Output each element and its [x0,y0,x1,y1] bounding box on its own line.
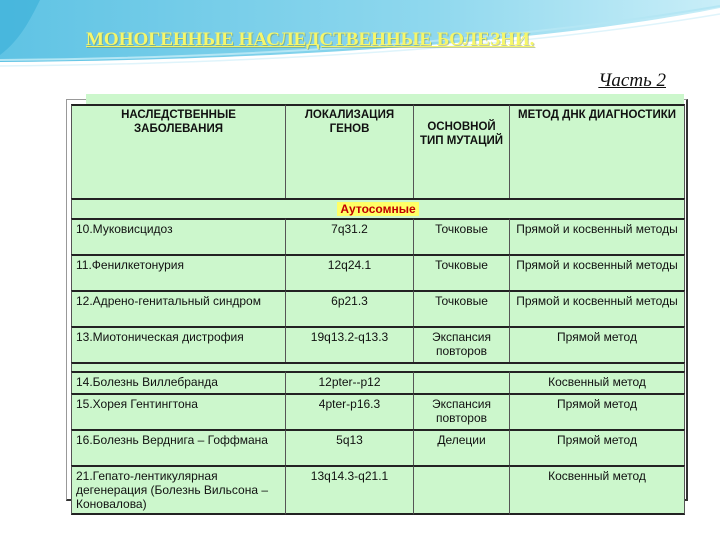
disease-name: 14.Болезнь Виллебранда [71,371,285,393]
header-diseases: НАСЛЕДСТВЕННЫЕ ЗАБОЛЕВАНИЯ [71,104,285,198]
gene-locus: 6p21.3 [285,290,413,326]
section-label: Аутосомные [337,202,418,216]
gene-locus: 19q13.2-q13.3 [285,326,413,362]
slide-title: МОНОГЕННЫЕ НАСЛЕДСТВЕННЫЕ БОЛЕЗНИ. [86,29,535,50]
table-row [71,429,685,465]
diagnostic-method: Прямой метод [509,393,685,429]
table-row [71,290,685,326]
header-gene-localization: ЛОКАЛИЗАЦИЯ ГЕНОВ [285,104,413,198]
disease-name: 13.Миотоническая дистрофия [71,326,285,362]
gene-locus: 12pter--p12 [285,371,413,393]
disease-name: 11.Фенилкетонурия [71,254,285,290]
table-row [71,465,685,515]
mutation-type: Точковые [413,254,509,290]
disease-name: 16.Болезнь Верднига – Гоффмана [71,429,285,465]
part-label: Часть 2 [598,70,666,91]
disease-name: 12.Адрено-генитальный синдром [71,290,285,326]
diagnostic-method: Косвенный метод [509,371,685,393]
mutation-type: Точковые [413,218,509,254]
mutation-type [413,371,509,393]
diagnostic-method: Прямой метод [509,429,685,465]
gene-locus: 13q14.3-q21.1 [285,465,413,515]
table-row [71,393,685,429]
header-dna-diagnostic-method: МЕТОД ДНК ДИАГНОСТИКИ [509,104,685,198]
disease-name: 21.Гепато-лентикулярная дегенерация (Болезнь Вильсона – Коновалова) [71,465,285,515]
mutation-type [413,465,509,515]
gene-locus: 4pter-p16.3 [285,393,413,429]
header-mutation-type: ОСНОВНОЙ ТИП МУТАЦИЙ [413,104,509,198]
table-row [71,326,685,362]
gene-locus: 12q24.1 [285,254,413,290]
diagnostic-method: Прямой и косвенный методы [509,290,685,326]
diagnostic-method: Прямой метод [509,326,685,362]
table-row [71,371,685,393]
mutation-type: Точковые [413,290,509,326]
gene-locus: 7q31.2 [285,218,413,254]
diagnostic-method: Косвенный метод [509,465,685,515]
disease-name: 10.Муковисцидоз [71,218,285,254]
mutation-type: Экспансия повторов [413,393,509,429]
table-header-row [71,104,685,198]
gene-locus: 5q13 [285,429,413,465]
table-row [71,218,685,254]
mutation-type: Экспансия повторов [413,326,509,362]
section-row [71,198,685,218]
table-row [71,254,685,290]
diagnostic-method: Прямой и косвенный методы [509,218,685,254]
diseases-table [71,104,685,515]
diagnostic-method: Прямой и косвенный методы [509,254,685,290]
mutation-type: Делеции [413,429,509,465]
disease-name: 15.Хорея Гентингтона [71,393,285,429]
